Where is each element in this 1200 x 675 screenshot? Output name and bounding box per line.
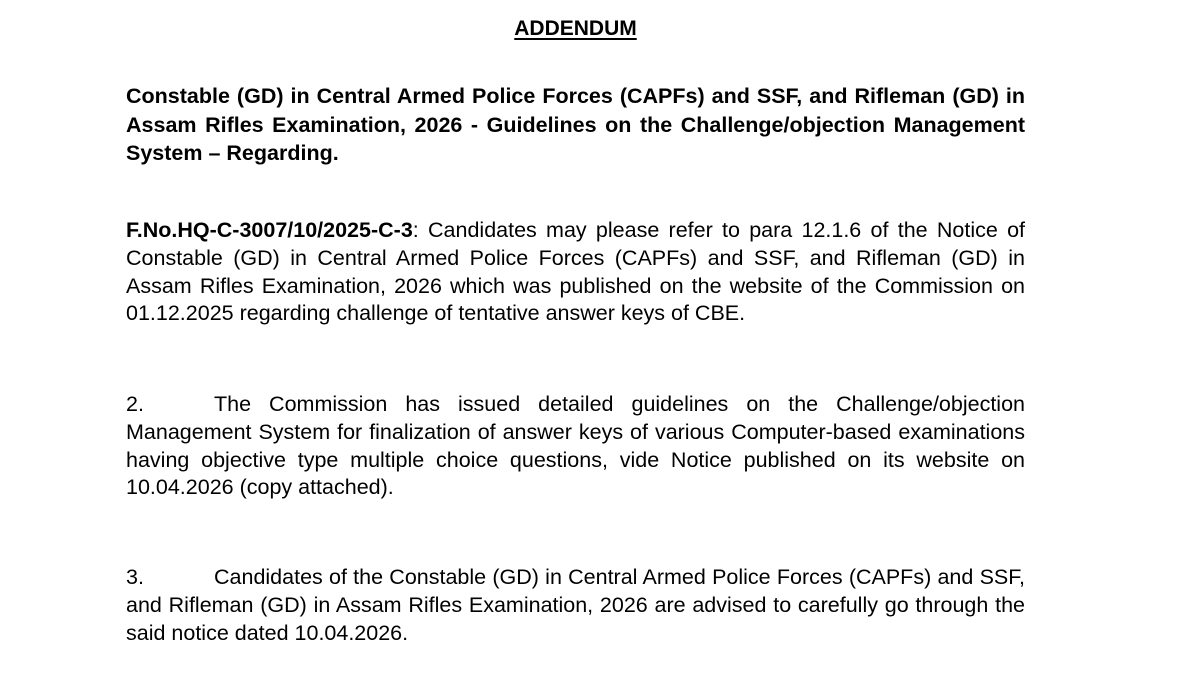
paragraph-1 <box>126 217 1025 328</box>
paragraph-3-number: 3. <box>126 565 144 589</box>
paragraph-1-text: : Candidates may please refer to para 12.1.6 of the Notice of Constable (GD) in Central Armed Police Forces (CAPFs) and SSF, and Rifleman (GD) in Assam Rifles Examination, 2026 which was published on the website of the Commission on 01.12.2025 regarding challenge of tentative answer keys of CBE. <box>126 218 1025 326</box>
paragraph-2-text: The Commission has issued detailed guidelines on the Challenge/objection Management System for finalization of answer keys of various Computer-based examinations having objective type multiple choice questions, vide Notice published on its website on 10.04.2026 (copy attached). <box>126 392 1025 500</box>
paragraph-2 <box>126 391 1025 502</box>
document-heading: ADDENDUM <box>514 17 637 40</box>
paragraph-3-text: Candidates of the Constable (GD) in Central Armed Police Forces (CAPFs) and SSF, and Rifleman (GD) in Assam Rifles Examination, 2026 are advised to carefully go through the said notice dated 10.04.2026. <box>126 565 1025 645</box>
paragraph-3 <box>126 564 1025 647</box>
file-reference-number: F.No.HQ-C-3007/10/2025-C-3 <box>126 218 413 242</box>
paragraph-2-number: 2. <box>126 392 144 416</box>
document-subject: Constable (GD) in Central Armed Police Forces (CAPFs) and SSF, and Rifleman (GD) in Assam Rifles Examination, 2026 - Guidelines on the Challenge/objection Management System – Regarding. <box>126 84 1025 165</box>
